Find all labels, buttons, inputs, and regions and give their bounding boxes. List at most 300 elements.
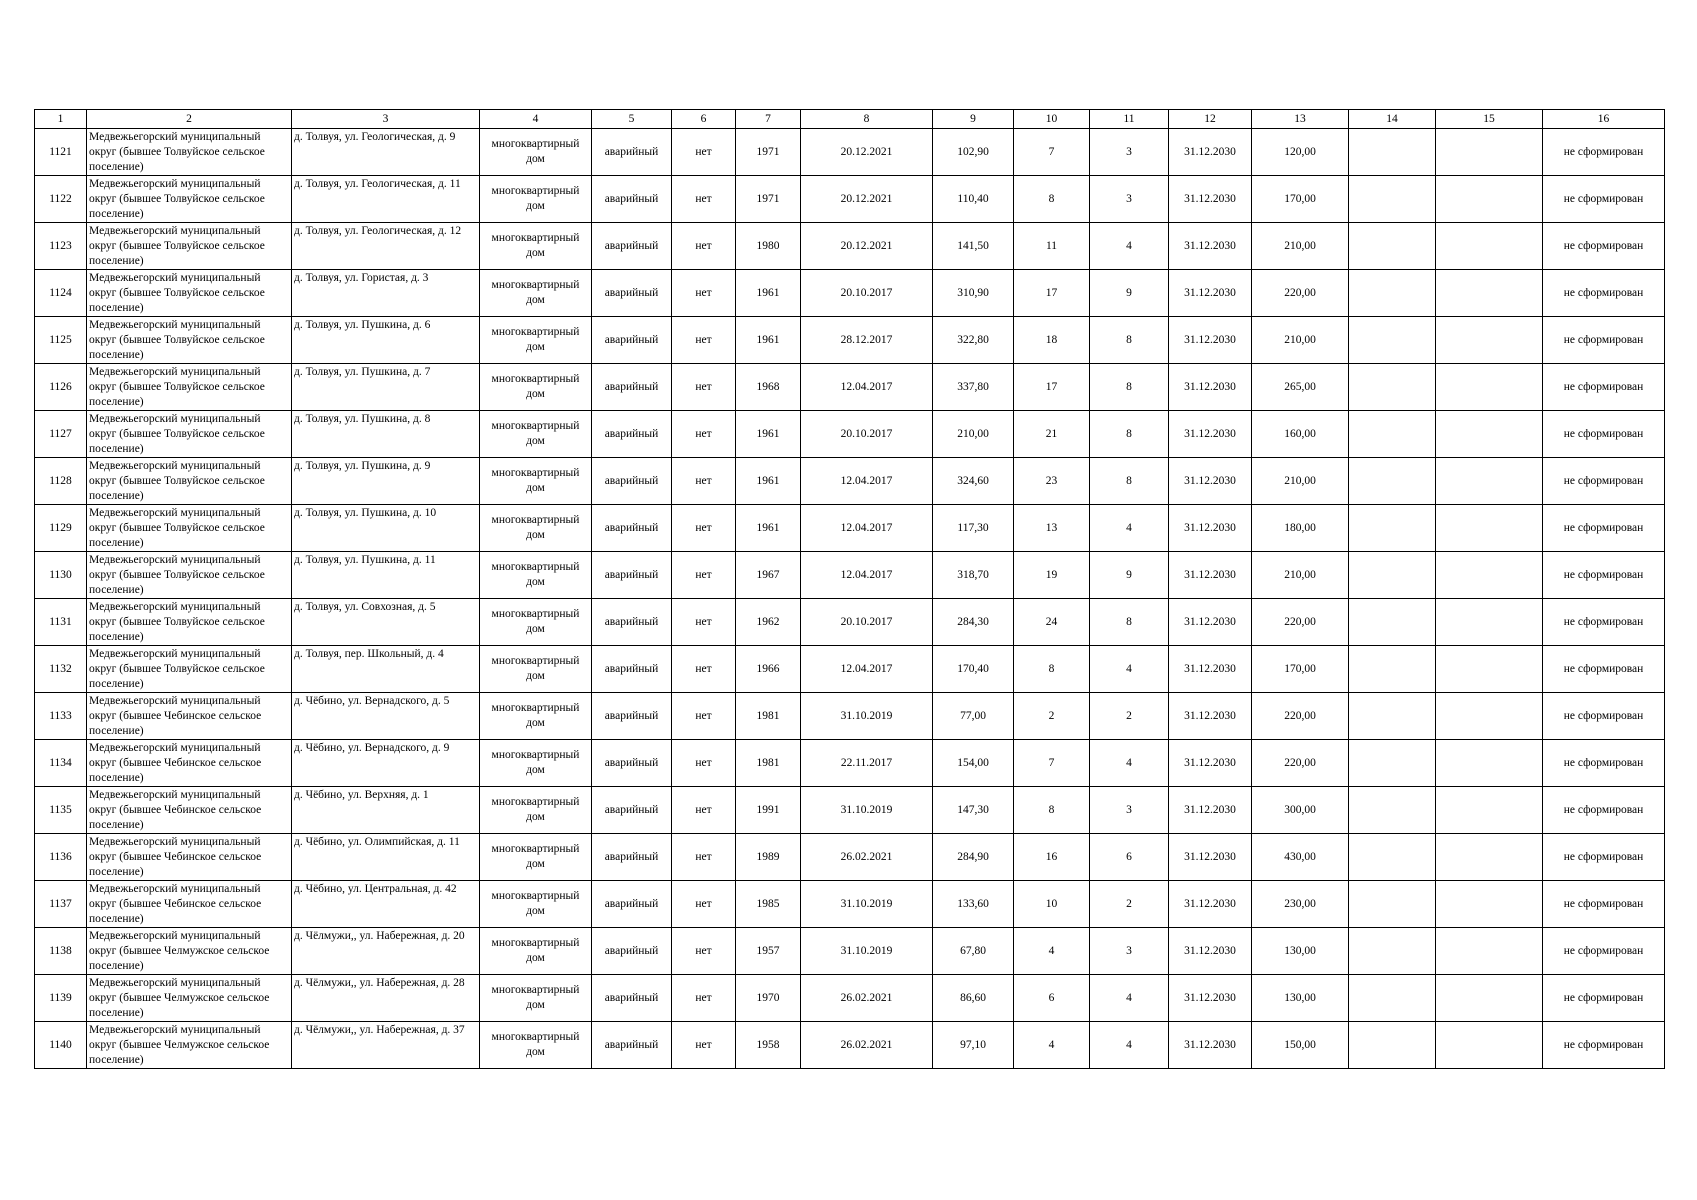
house-type-cell: многоквартирный дом: [480, 975, 592, 1022]
house-type-cell: многоквартирный дом: [480, 1022, 592, 1069]
area-cell: 102,90: [933, 129, 1014, 176]
status-cell: аварийный: [592, 223, 672, 270]
municipality-cell: Медвежьегорский муниципальный округ (бывшее Чебинское сельское поселение): [87, 834, 292, 881]
house-type-cell: многоквартирный дом: [480, 223, 592, 270]
column-15-cell: [1436, 599, 1543, 646]
column-14-cell: [1349, 129, 1436, 176]
deadline-cell: 31.12.2030: [1169, 129, 1252, 176]
year-cell: 1971: [736, 176, 801, 223]
column-11-cell: 9: [1090, 552, 1169, 599]
column-16-cell: не сформирован: [1543, 646, 1665, 693]
date-cell: 12.04.2017: [801, 505, 933, 552]
column-16-cell: не сформирован: [1543, 1022, 1665, 1069]
column-16-cell: не сформирован: [1543, 505, 1665, 552]
column-15-cell: [1436, 787, 1543, 834]
column-number-3: 3: [292, 110, 480, 129]
column-11-cell: 4: [1090, 505, 1169, 552]
row-number-cell: 1137: [35, 881, 87, 928]
row-number-cell: 1124: [35, 270, 87, 317]
column-number-12: 12: [1169, 110, 1252, 129]
address-cell: д. Чёбино, ул. Вернадского, д. 9: [292, 740, 480, 787]
status-cell: аварийный: [592, 411, 672, 458]
date-cell: 12.04.2017: [801, 364, 933, 411]
column-15-cell: [1436, 364, 1543, 411]
house-type-cell: многоквартирный дом: [480, 552, 592, 599]
column-13-cell: 230,00: [1252, 881, 1349, 928]
date-cell: 20.12.2021: [801, 176, 933, 223]
area-cell: 284,30: [933, 599, 1014, 646]
column-13-cell: 265,00: [1252, 364, 1349, 411]
column-6-cell: нет: [672, 599, 736, 646]
municipality-cell: Медвежьегорский муниципальный округ (бывшее Толвуйское сельское поселение): [87, 176, 292, 223]
column-6-cell: нет: [672, 176, 736, 223]
column-13-cell: 220,00: [1252, 270, 1349, 317]
column-16-cell: не сформирован: [1543, 176, 1665, 223]
column-6-cell: нет: [672, 693, 736, 740]
column-6-cell: нет: [672, 270, 736, 317]
column-11-cell: 2: [1090, 693, 1169, 740]
deadline-cell: 31.12.2030: [1169, 599, 1252, 646]
house-type-cell: многоквартирный дом: [480, 411, 592, 458]
column-16-cell: не сформирован: [1543, 693, 1665, 740]
year-cell: 1985: [736, 881, 801, 928]
deadline-cell: 31.12.2030: [1169, 552, 1252, 599]
column-10-cell: 4: [1014, 928, 1090, 975]
table-row: [35, 364, 1665, 411]
address-cell: д. Чёлмужи,, ул. Набережная, д. 28: [292, 975, 480, 1022]
column-16-cell: не сформирован: [1543, 223, 1665, 270]
column-10-cell: 17: [1014, 364, 1090, 411]
address-cell: д. Толвуя, ул. Геологическая, д. 11: [292, 176, 480, 223]
column-15-cell: [1436, 834, 1543, 881]
column-11-cell: 8: [1090, 411, 1169, 458]
date-cell: 12.04.2017: [801, 552, 933, 599]
area-cell: 110,40: [933, 176, 1014, 223]
column-15-cell: [1436, 552, 1543, 599]
year-cell: 1968: [736, 364, 801, 411]
row-number-cell: 1122: [35, 176, 87, 223]
row-number-cell: 1138: [35, 928, 87, 975]
row-number-cell: 1133: [35, 693, 87, 740]
area-cell: 210,00: [933, 411, 1014, 458]
column-10-cell: 24: [1014, 599, 1090, 646]
status-cell: аварийный: [592, 787, 672, 834]
address-cell: д. Толвуя, ул. Совхозная, д. 5: [292, 599, 480, 646]
row-number-cell: 1136: [35, 834, 87, 881]
address-cell: д. Толвуя, ул. Пушкина, д. 6: [292, 317, 480, 364]
area-cell: 324,60: [933, 458, 1014, 505]
status-cell: аварийный: [592, 458, 672, 505]
area-cell: 322,80: [933, 317, 1014, 364]
status-cell: аварийный: [592, 599, 672, 646]
table-row: [35, 411, 1665, 458]
column-6-cell: нет: [672, 505, 736, 552]
column-10-cell: 17: [1014, 270, 1090, 317]
address-cell: д. Толвуя, ул. Пушкина, д. 10: [292, 505, 480, 552]
column-10-cell: 7: [1014, 129, 1090, 176]
column-6-cell: нет: [672, 928, 736, 975]
status-cell: аварийный: [592, 881, 672, 928]
column-number-6: 6: [672, 110, 736, 129]
column-number-16: 16: [1543, 110, 1665, 129]
deadline-cell: 31.12.2030: [1169, 223, 1252, 270]
housing-table: [34, 109, 1665, 1069]
column-number-4: 4: [480, 110, 592, 129]
column-13-cell: 430,00: [1252, 834, 1349, 881]
column-11-cell: 4: [1090, 1022, 1169, 1069]
year-cell: 1957: [736, 928, 801, 975]
column-15-cell: [1436, 270, 1543, 317]
column-15-cell: [1436, 1022, 1543, 1069]
column-16-cell: не сформирован: [1543, 129, 1665, 176]
area-cell: 117,30: [933, 505, 1014, 552]
column-15-cell: [1436, 411, 1543, 458]
row-number-cell: 1131: [35, 599, 87, 646]
column-13-cell: 210,00: [1252, 458, 1349, 505]
year-cell: 1970: [736, 975, 801, 1022]
column-11-cell: 4: [1090, 975, 1169, 1022]
column-number-11: 11: [1090, 110, 1169, 129]
area-cell: 170,40: [933, 646, 1014, 693]
area-cell: 337,80: [933, 364, 1014, 411]
column-13-cell: 160,00: [1252, 411, 1349, 458]
area-cell: 318,70: [933, 552, 1014, 599]
deadline-cell: 31.12.2030: [1169, 270, 1252, 317]
date-cell: 20.12.2021: [801, 129, 933, 176]
column-11-cell: 4: [1090, 646, 1169, 693]
table-row: [35, 646, 1665, 693]
year-cell: 1966: [736, 646, 801, 693]
column-11-cell: 3: [1090, 129, 1169, 176]
table-row: [35, 176, 1665, 223]
row-number-cell: 1140: [35, 1022, 87, 1069]
column-10-cell: 6: [1014, 975, 1090, 1022]
row-number-cell: 1135: [35, 787, 87, 834]
table-row: [35, 505, 1665, 552]
column-13-cell: 130,00: [1252, 928, 1349, 975]
house-type-cell: многоквартирный дом: [480, 176, 592, 223]
address-cell: д. Толвуя, ул. Пушкина, д. 9: [292, 458, 480, 505]
column-13-cell: 210,00: [1252, 223, 1349, 270]
column-6-cell: нет: [672, 975, 736, 1022]
column-11-cell: 2: [1090, 881, 1169, 928]
house-type-cell: многоквартирный дом: [480, 505, 592, 552]
column-10-cell: 2: [1014, 693, 1090, 740]
area-cell: 97,10: [933, 1022, 1014, 1069]
column-10-cell: 13: [1014, 505, 1090, 552]
deadline-cell: 31.12.2030: [1169, 787, 1252, 834]
area-cell: 154,00: [933, 740, 1014, 787]
deadline-cell: 31.12.2030: [1169, 928, 1252, 975]
municipality-cell: Медвежьегорский муниципальный округ (бывшее Чебинское сельское поселение): [87, 787, 292, 834]
year-cell: 1962: [736, 599, 801, 646]
row-number-cell: 1125: [35, 317, 87, 364]
column-number-7: 7: [736, 110, 801, 129]
status-cell: аварийный: [592, 270, 672, 317]
address-cell: д. Толвуя, ул. Пушкина, д. 11: [292, 552, 480, 599]
status-cell: аварийный: [592, 646, 672, 693]
house-type-cell: многоквартирный дом: [480, 458, 592, 505]
column-11-cell: 8: [1090, 599, 1169, 646]
column-10-cell: 8: [1014, 176, 1090, 223]
table-row: [35, 552, 1665, 599]
address-cell: д. Толвуя, ул. Геологическая, д. 9: [292, 129, 480, 176]
date-cell: 26.02.2021: [801, 834, 933, 881]
area-cell: 310,90: [933, 270, 1014, 317]
municipality-cell: Медвежьегорский муниципальный округ (бывшее Челмужское сельское поселение): [87, 928, 292, 975]
column-6-cell: нет: [672, 881, 736, 928]
house-type-cell: многоквартирный дом: [480, 693, 592, 740]
column-10-cell: 4: [1014, 1022, 1090, 1069]
deadline-cell: 31.12.2030: [1169, 364, 1252, 411]
column-6-cell: нет: [672, 1022, 736, 1069]
table-row: [35, 740, 1665, 787]
year-cell: 1961: [736, 270, 801, 317]
column-number-15: 15: [1436, 110, 1543, 129]
column-15-cell: [1436, 129, 1543, 176]
deadline-cell: 31.12.2030: [1169, 740, 1252, 787]
row-number-cell: 1134: [35, 740, 87, 787]
municipality-cell: Медвежьегорский муниципальный округ (бывшее Толвуйское сельское поселение): [87, 270, 292, 317]
table-row: [35, 458, 1665, 505]
column-10-cell: 21: [1014, 411, 1090, 458]
date-cell: 20.10.2017: [801, 270, 933, 317]
status-cell: аварийный: [592, 176, 672, 223]
column-6-cell: нет: [672, 787, 736, 834]
column-10-cell: 11: [1014, 223, 1090, 270]
area-cell: 67,80: [933, 928, 1014, 975]
column-14-cell: [1349, 317, 1436, 364]
column-6-cell: нет: [672, 740, 736, 787]
status-cell: аварийный: [592, 693, 672, 740]
row-number-cell: 1139: [35, 975, 87, 1022]
status-cell: аварийный: [592, 928, 672, 975]
column-10-cell: 23: [1014, 458, 1090, 505]
date-cell: 28.12.2017: [801, 317, 933, 364]
municipality-cell: Медвежьегорский муниципальный округ (бывшее Толвуйское сельское поселение): [87, 552, 292, 599]
column-11-cell: 6: [1090, 834, 1169, 881]
address-cell: д. Толвуя, ул. Гористая, д. 3: [292, 270, 480, 317]
column-14-cell: [1349, 740, 1436, 787]
table-row: [35, 693, 1665, 740]
column-15-cell: [1436, 740, 1543, 787]
column-11-cell: 8: [1090, 317, 1169, 364]
municipality-cell: Медвежьегорский муниципальный округ (бывшее Чебинское сельское поселение): [87, 881, 292, 928]
municipality-cell: Медвежьегорский муниципальный округ (бывшее Чебинское сельское поселение): [87, 740, 292, 787]
table-row: [35, 975, 1665, 1022]
column-number-13: 13: [1252, 110, 1349, 129]
row-number-cell: 1130: [35, 552, 87, 599]
municipality-cell: Медвежьегорский муниципальный округ (бывшее Толвуйское сельское поселение): [87, 505, 292, 552]
year-cell: 1980: [736, 223, 801, 270]
address-cell: д. Толвуя, пер. Школьный, д. 4: [292, 646, 480, 693]
status-cell: аварийный: [592, 129, 672, 176]
date-cell: 31.10.2019: [801, 787, 933, 834]
column-6-cell: нет: [672, 223, 736, 270]
column-6-cell: нет: [672, 317, 736, 364]
column-14-cell: [1349, 270, 1436, 317]
column-15-cell: [1436, 881, 1543, 928]
column-14-cell: [1349, 552, 1436, 599]
column-10-cell: 18: [1014, 317, 1090, 364]
house-type-cell: многоквартирный дом: [480, 364, 592, 411]
year-cell: 1961: [736, 411, 801, 458]
house-type-cell: многоквартирный дом: [480, 129, 592, 176]
municipality-cell: Медвежьегорский муниципальный округ (бывшее Толвуйское сельское поселение): [87, 458, 292, 505]
year-cell: 1971: [736, 129, 801, 176]
column-number-2: 2: [87, 110, 292, 129]
column-number-10: 10: [1014, 110, 1090, 129]
table-row: [35, 1022, 1665, 1069]
column-11-cell: 4: [1090, 223, 1169, 270]
column-11-cell: 4: [1090, 740, 1169, 787]
row-number-cell: 1121: [35, 129, 87, 176]
address-cell: д. Толвуя, ул. Геологическая, д. 12: [292, 223, 480, 270]
house-type-cell: многоквартирный дом: [480, 740, 592, 787]
area-cell: 147,30: [933, 787, 1014, 834]
column-6-cell: нет: [672, 834, 736, 881]
column-11-cell: 3: [1090, 176, 1169, 223]
column-10-cell: 19: [1014, 552, 1090, 599]
address-cell: д. Чёлмужи,, ул. Набережная, д. 37: [292, 1022, 480, 1069]
deadline-cell: 31.12.2030: [1169, 176, 1252, 223]
column-6-cell: нет: [672, 411, 736, 458]
column-number-1: 1: [35, 110, 87, 129]
municipality-cell: Медвежьегорский муниципальный округ (бывшее Толвуйское сельское поселение): [87, 599, 292, 646]
column-number-14: 14: [1349, 110, 1436, 129]
column-13-cell: 300,00: [1252, 787, 1349, 834]
table-row: [35, 928, 1665, 975]
column-16-cell: не сформирован: [1543, 458, 1665, 505]
municipality-cell: Медвежьегорский муниципальный округ (бывшее Толвуйское сельское поселение): [87, 129, 292, 176]
house-type-cell: многоквартирный дом: [480, 270, 592, 317]
column-6-cell: нет: [672, 129, 736, 176]
municipality-cell: Медвежьегорский муниципальный округ (бывшее Толвуйское сельское поселение): [87, 317, 292, 364]
house-type-cell: многоквартирный дом: [480, 317, 592, 364]
date-cell: 12.04.2017: [801, 458, 933, 505]
house-type-cell: многоквартирный дом: [480, 881, 592, 928]
area-cell: 141,50: [933, 223, 1014, 270]
date-cell: 31.10.2019: [801, 881, 933, 928]
column-16-cell: не сформирован: [1543, 928, 1665, 975]
deadline-cell: 31.12.2030: [1169, 458, 1252, 505]
table-row: [35, 787, 1665, 834]
column-13-cell: 170,00: [1252, 176, 1349, 223]
row-number-cell: 1126: [35, 364, 87, 411]
municipality-cell: Медвежьегорский муниципальный округ (бывшее Толвуйское сельское поселение): [87, 223, 292, 270]
status-cell: аварийный: [592, 1022, 672, 1069]
column-14-cell: [1349, 1022, 1436, 1069]
column-16-cell: не сформирован: [1543, 881, 1665, 928]
status-cell: аварийный: [592, 364, 672, 411]
column-15-cell: [1436, 317, 1543, 364]
column-13-cell: 210,00: [1252, 552, 1349, 599]
status-cell: аварийный: [592, 975, 672, 1022]
table-row: [35, 834, 1665, 881]
column-number-8: 8: [801, 110, 933, 129]
house-type-cell: многоквартирный дом: [480, 834, 592, 881]
address-cell: д. Чёбино, ул. Верхняя, д. 1: [292, 787, 480, 834]
column-14-cell: [1349, 176, 1436, 223]
column-14-cell: [1349, 975, 1436, 1022]
column-14-cell: [1349, 223, 1436, 270]
status-cell: аварийный: [592, 740, 672, 787]
deadline-cell: 31.12.2030: [1169, 975, 1252, 1022]
column-13-cell: 220,00: [1252, 599, 1349, 646]
area-cell: 284,90: [933, 834, 1014, 881]
status-cell: аварийный: [592, 317, 672, 364]
column-15-cell: [1436, 458, 1543, 505]
table-row: [35, 317, 1665, 364]
column-14-cell: [1349, 458, 1436, 505]
address-cell: д. Чёбино, ул. Центральная, д. 42: [292, 881, 480, 928]
year-cell: 1961: [736, 458, 801, 505]
column-16-cell: не сформирован: [1543, 411, 1665, 458]
house-type-cell: многоквартирный дом: [480, 646, 592, 693]
column-16-cell: не сформирован: [1543, 599, 1665, 646]
column-14-cell: [1349, 364, 1436, 411]
municipality-cell: Медвежьегорский муниципальный округ (бывшее Толвуйское сельское поселение): [87, 646, 292, 693]
status-cell: аварийный: [592, 505, 672, 552]
municipality-cell: Медвежьегорский муниципальный округ (бывшее Чебинское сельское поселение): [87, 693, 292, 740]
row-number-cell: 1128: [35, 458, 87, 505]
column-14-cell: [1349, 505, 1436, 552]
address-cell: д. Чёлмужи,, ул. Набережная, д. 20: [292, 928, 480, 975]
column-10-cell: 16: [1014, 834, 1090, 881]
column-16-cell: не сформирован: [1543, 834, 1665, 881]
column-6-cell: нет: [672, 552, 736, 599]
municipality-cell: Медвежьегорский муниципальный округ (бывшее Челмужское сельское поселение): [87, 1022, 292, 1069]
table-row: [35, 129, 1665, 176]
table-row: [35, 223, 1665, 270]
area-cell: 133,60: [933, 881, 1014, 928]
column-11-cell: 3: [1090, 787, 1169, 834]
row-number-cell: 1127: [35, 411, 87, 458]
deadline-cell: 31.12.2030: [1169, 881, 1252, 928]
column-14-cell: [1349, 693, 1436, 740]
column-15-cell: [1436, 693, 1543, 740]
column-13-cell: 220,00: [1252, 693, 1349, 740]
house-type-cell: многоквартирный дом: [480, 599, 592, 646]
column-number-9: 9: [933, 110, 1014, 129]
column-13-cell: 220,00: [1252, 740, 1349, 787]
column-16-cell: не сформирован: [1543, 364, 1665, 411]
column-13-cell: 120,00: [1252, 129, 1349, 176]
column-15-cell: [1436, 928, 1543, 975]
date-cell: 22.11.2017: [801, 740, 933, 787]
address-cell: д. Чёбино, ул. Олимпийская, д. 11: [292, 834, 480, 881]
date-cell: 26.02.2021: [801, 975, 933, 1022]
column-14-cell: [1349, 787, 1436, 834]
status-cell: аварийный: [592, 834, 672, 881]
deadline-cell: 31.12.2030: [1169, 834, 1252, 881]
column-16-cell: не сформирован: [1543, 787, 1665, 834]
date-cell: 26.02.2021: [801, 1022, 933, 1069]
status-cell: аварийный: [592, 552, 672, 599]
column-10-cell: 8: [1014, 787, 1090, 834]
column-14-cell: [1349, 599, 1436, 646]
deadline-cell: 31.12.2030: [1169, 317, 1252, 364]
date-cell: 20.10.2017: [801, 599, 933, 646]
column-13-cell: 210,00: [1252, 317, 1349, 364]
column-11-cell: 9: [1090, 270, 1169, 317]
deadline-cell: 31.12.2030: [1169, 693, 1252, 740]
date-cell: 31.10.2019: [801, 693, 933, 740]
row-number-cell: 1129: [35, 505, 87, 552]
column-11-cell: 8: [1090, 364, 1169, 411]
date-cell: 31.10.2019: [801, 928, 933, 975]
date-cell: 12.04.2017: [801, 646, 933, 693]
